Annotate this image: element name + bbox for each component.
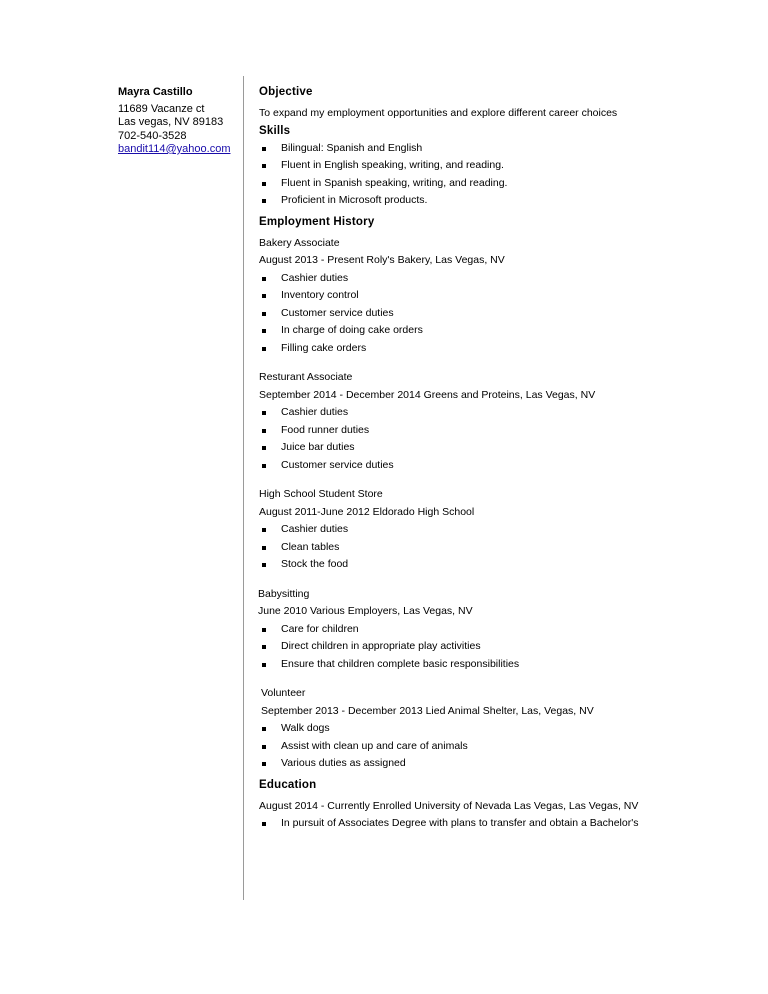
list-item: Assist with clean up and care of animals	[257, 738, 677, 756]
list-item: Proficient in Microsoft products.	[257, 192, 677, 210]
job-title: Bakery Associate	[259, 236, 340, 249]
bullet-square-icon	[262, 528, 266, 532]
list-item: Food runner duties	[257, 422, 677, 440]
list-item: Inventory control	[257, 287, 677, 305]
bullet-square-icon	[262, 312, 266, 316]
skills-list	[257, 140, 677, 210]
list-item: Fluent in Spanish speaking, writing, and reading.	[257, 175, 677, 193]
job-details: September 2013 - December 2013 Lied Animal Shelter, Las, Vegas, NV	[261, 704, 594, 717]
list-item: Bilingual: Spanish and English	[257, 140, 677, 158]
list-item: Ensure that children complete basic responsibilities	[257, 656, 677, 674]
list-item: Various duties as assigned	[257, 755, 677, 773]
job-duties-list	[257, 720, 677, 773]
list-item: Cashier duties	[257, 270, 677, 288]
education-list	[257, 815, 677, 833]
bullet-square-icon	[262, 464, 266, 468]
job-duties-list	[257, 404, 677, 474]
job-details: August 2013 - Present Roly's Bakery, Las Vegas, NV	[259, 254, 505, 266]
column-divider	[243, 76, 244, 900]
bullet-square-icon	[262, 628, 266, 632]
list-item: Direct children in appropriate play activities	[257, 638, 677, 656]
contact-email-link[interactable]: bandit114@yahoo.com	[118, 143, 231, 155]
bullet-square-icon	[262, 762, 266, 766]
objective-heading: Objective	[259, 86, 313, 98]
resume-main	[257, 84, 677, 833]
bullet-square-icon	[262, 182, 266, 186]
bullet-square-icon	[262, 645, 266, 649]
objective-text: To expand my employment opportunities and explore different career choices	[259, 107, 618, 119]
job-title: Resturant Associate	[259, 371, 353, 383]
job-duties-list	[257, 521, 677, 574]
contact-address-line2: Las vegas, NV 89183	[118, 116, 224, 128]
bullet-square-icon	[262, 329, 266, 333]
bullet-square-icon	[262, 446, 266, 450]
job-duties-list	[257, 621, 677, 674]
bullet-square-icon	[262, 294, 266, 298]
bullet-square-icon	[262, 411, 266, 415]
bullet-square-icon	[262, 546, 266, 550]
bullet-square-icon	[262, 199, 266, 203]
bullet-square-icon	[262, 745, 266, 749]
list-item: Stock the food	[257, 556, 677, 574]
education-heading: Education	[259, 778, 317, 791]
contact-phone: 702-540-3528	[118, 129, 187, 142]
list-item: Juice bar duties	[257, 439, 677, 457]
job-details: September 2014 - December 2014 Greens and Proteins, Las Vegas, NV	[259, 388, 596, 401]
job-details: August 2011-June 2012 Eldorado High School	[259, 505, 475, 518]
list-item: Customer service duties	[257, 305, 677, 323]
job-details: June 2010 Various Employers, Las Vegas, NV	[258, 605, 473, 617]
skills-heading: Skills	[259, 124, 291, 137]
list-item: Walk dogs	[257, 720, 677, 738]
education-details: August 2014 - Currently Enrolled University of Nevada Las Vegas, Las Vegas, NV	[259, 799, 639, 812]
list-item: Fluent in English speaking, writing, and reading.	[257, 157, 677, 175]
contact-block	[118, 86, 244, 157]
bullet-square-icon	[262, 822, 266, 826]
bullet-square-icon	[262, 164, 266, 168]
list-item: Cashier duties	[257, 521, 677, 539]
contact-name: Mayra Castillo	[118, 86, 193, 98]
list-item: Clean tables	[257, 539, 677, 557]
bullet-square-icon	[262, 563, 266, 567]
list-item: Filling cake orders	[257, 340, 677, 358]
job-title: High School Student Store	[259, 488, 383, 500]
bullet-square-icon	[262, 727, 266, 731]
employment-heading: Employment History	[259, 215, 375, 228]
contact-address-line1: 11689 Vacanze ct	[118, 102, 205, 115]
job-title: Babysitting	[258, 587, 310, 600]
job-duties-list	[257, 270, 677, 358]
bullet-square-icon	[262, 277, 266, 281]
bullet-square-icon	[262, 429, 266, 433]
bullet-square-icon	[262, 347, 266, 351]
list-item: In charge of doing cake orders	[257, 322, 677, 340]
list-item: In pursuit of Associates Degree with plans to transfer and obtain a Bachelor's	[257, 815, 677, 833]
bullet-square-icon	[262, 147, 266, 151]
bullet-square-icon	[262, 663, 266, 667]
job-title: Volunteer	[261, 687, 306, 699]
list-item: Care for children	[257, 621, 677, 639]
list-item: Customer service duties	[257, 457, 677, 475]
list-item: Cashier duties	[257, 404, 677, 422]
